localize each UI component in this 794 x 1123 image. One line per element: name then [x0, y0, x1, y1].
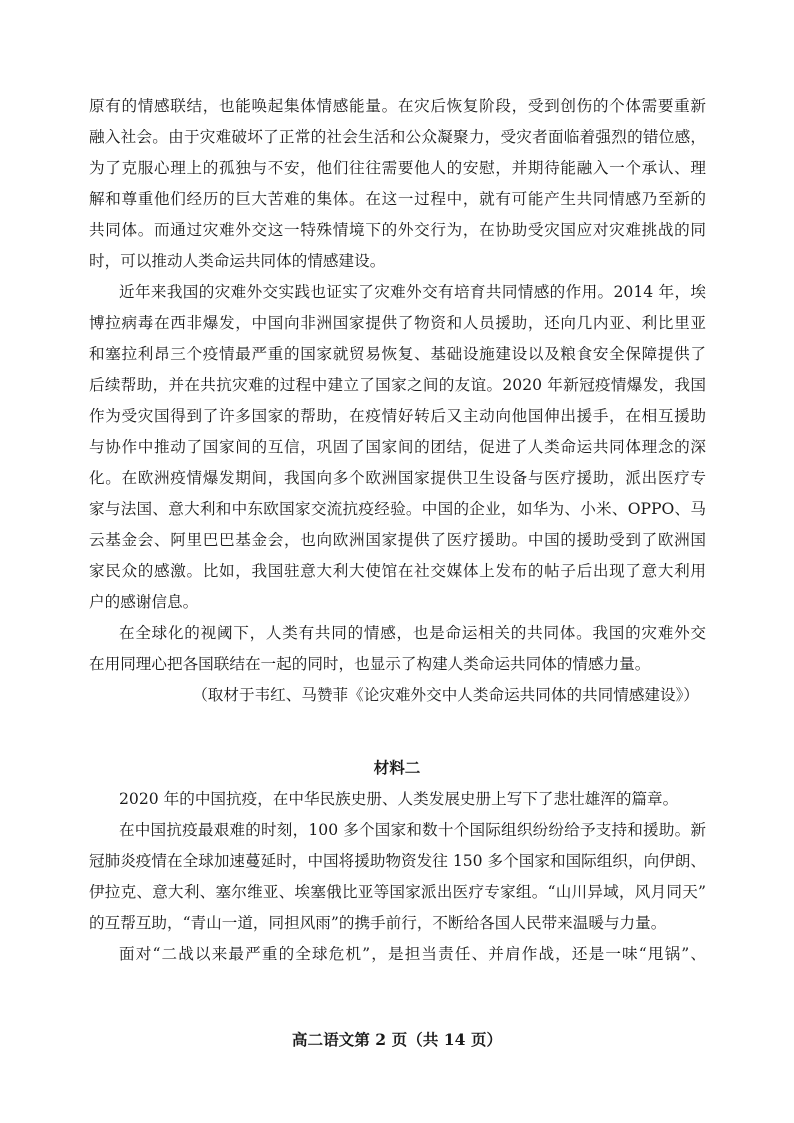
paragraph-line: 云基金会、阿里巴巴基金会，也向欧洲国家提供了医疗援助。中国的援助受到了欧洲国 — [89, 531, 706, 549]
paragraph-line: 为了克服心理上的孤独与不安，他们往往需要他人的安慰，并期待能融入一个承认、理 — [89, 159, 706, 177]
paragraph-line: 户的感谢信息。 — [89, 593, 199, 611]
paragraph-line: 在全球化的视阈下，人类有共同的情感，也是命运相关的共同体。我国的灾难外交 — [119, 624, 706, 642]
paragraph-line: 和塞拉利昂三个疫情最严重的国家就贸易恢复、基础设施建设以及粮食安全保障提供了 — [89, 345, 706, 363]
paragraph-line: 的互帮互助，“青山一道，同担风雨”的携手前行，不断给各国人民带来温暖与力量。 — [89, 914, 667, 932]
paragraph-line: 近年来我国的灾难外交实践也证实了灾难外交有培育共同情感的作用。2014 年，埃 — [119, 283, 706, 301]
paragraph-line: 家与法国、意大利和中东欧国家交流抗疫经验。中国的企业，如华为、小米、OPPO、马 — [89, 500, 706, 518]
paragraph-line: 化。在欧洲疫情爆发期间，我国向多个欧洲国家提供卫生设备与医疗援助，派出医疗专 — [89, 469, 706, 487]
paragraph-line: 2020 年的中国抗疫，在中华民族史册、人类发展史册上写下了悲壮雄浑的篇章。 — [119, 790, 679, 808]
paragraph-line: 在中国抗疫最艰难的时刻，100 多个国家和数十个国际组织纷纷给予支持和援助。新 — [119, 821, 706, 839]
paragraph-line: 解和尊重他们经历的巨大苦难的集体。在这一过程中，就有可能产生共同情感乃至新的 — [89, 190, 706, 208]
source-citation: （取材于韦红、马赞菲《论灾难外交中人类命运共同体的共同情感建设》） — [192, 686, 699, 704]
paragraph-line: 后续帮助，并在共抗灾难的过程中建立了国家之间的友谊。2020 年新冠疫情爆发，我国 — [89, 376, 706, 394]
paragraph-line: 冠肺炎疫情在全球加速蔓延时，中国将援助物资发往 150 多个国家和国际组织，向伊朗、 — [89, 852, 706, 870]
paragraph-line: 原有的情感联结，也能唤起集体情感能量。在灾后恢复阶段，受到创伤的个体需要重新 — [89, 97, 706, 115]
paragraph-line: 共同体。而通过灾难外交这一特殊情境下的外交行为，在协助受灾国应对灾难挑战的同 — [89, 221, 706, 239]
section-heading: 材料二 — [373, 758, 421, 777]
paragraph-line: 与协作中推动了国家间的互信，巩固了国家间的团结，促进了人类命运共同体理念的深 — [89, 438, 706, 456]
paragraph-line: 作为受灾国得到了许多国家的帮助，在疫情好转后又主动向他国伸出援手，在相互援助 — [89, 407, 706, 425]
paragraph-line: 家民众的感激。比如，我国驻意大利大使馆在社交媒体上发布的帖子后出现了意大利用 — [89, 562, 706, 580]
paragraph-line: 面对“二战以来最严重的全球危机”，是担当责任、并肩作战，还是一味“甩锅”、 — [119, 945, 706, 963]
page-footer: 高二语文第 2 页（共 14 页） — [291, 1030, 503, 1049]
paragraph-line: 博拉病毒在西非爆发，中国向非洲国家提供了物资和人员援助，还向几内亚、利比里亚 — [89, 314, 706, 332]
paragraph-line: 伊拉克、意大利、塞尔维亚、埃塞俄比亚等国家派出医疗专家组。“山川异域，风月同天” — [89, 883, 706, 901]
paragraph-line: 在用同理心把各国联结在一起的同时，也显示了构建人类命运共同体的情感力量。 — [89, 655, 651, 673]
paragraph-line: 时，可以推动人类命运共同体的情感建设。 — [89, 252, 386, 270]
paragraph-line: 融入社会。由于灾难破坏了正常的社会生活和公众凝聚力，受灾者面临着强烈的错位感， — [89, 128, 706, 146]
